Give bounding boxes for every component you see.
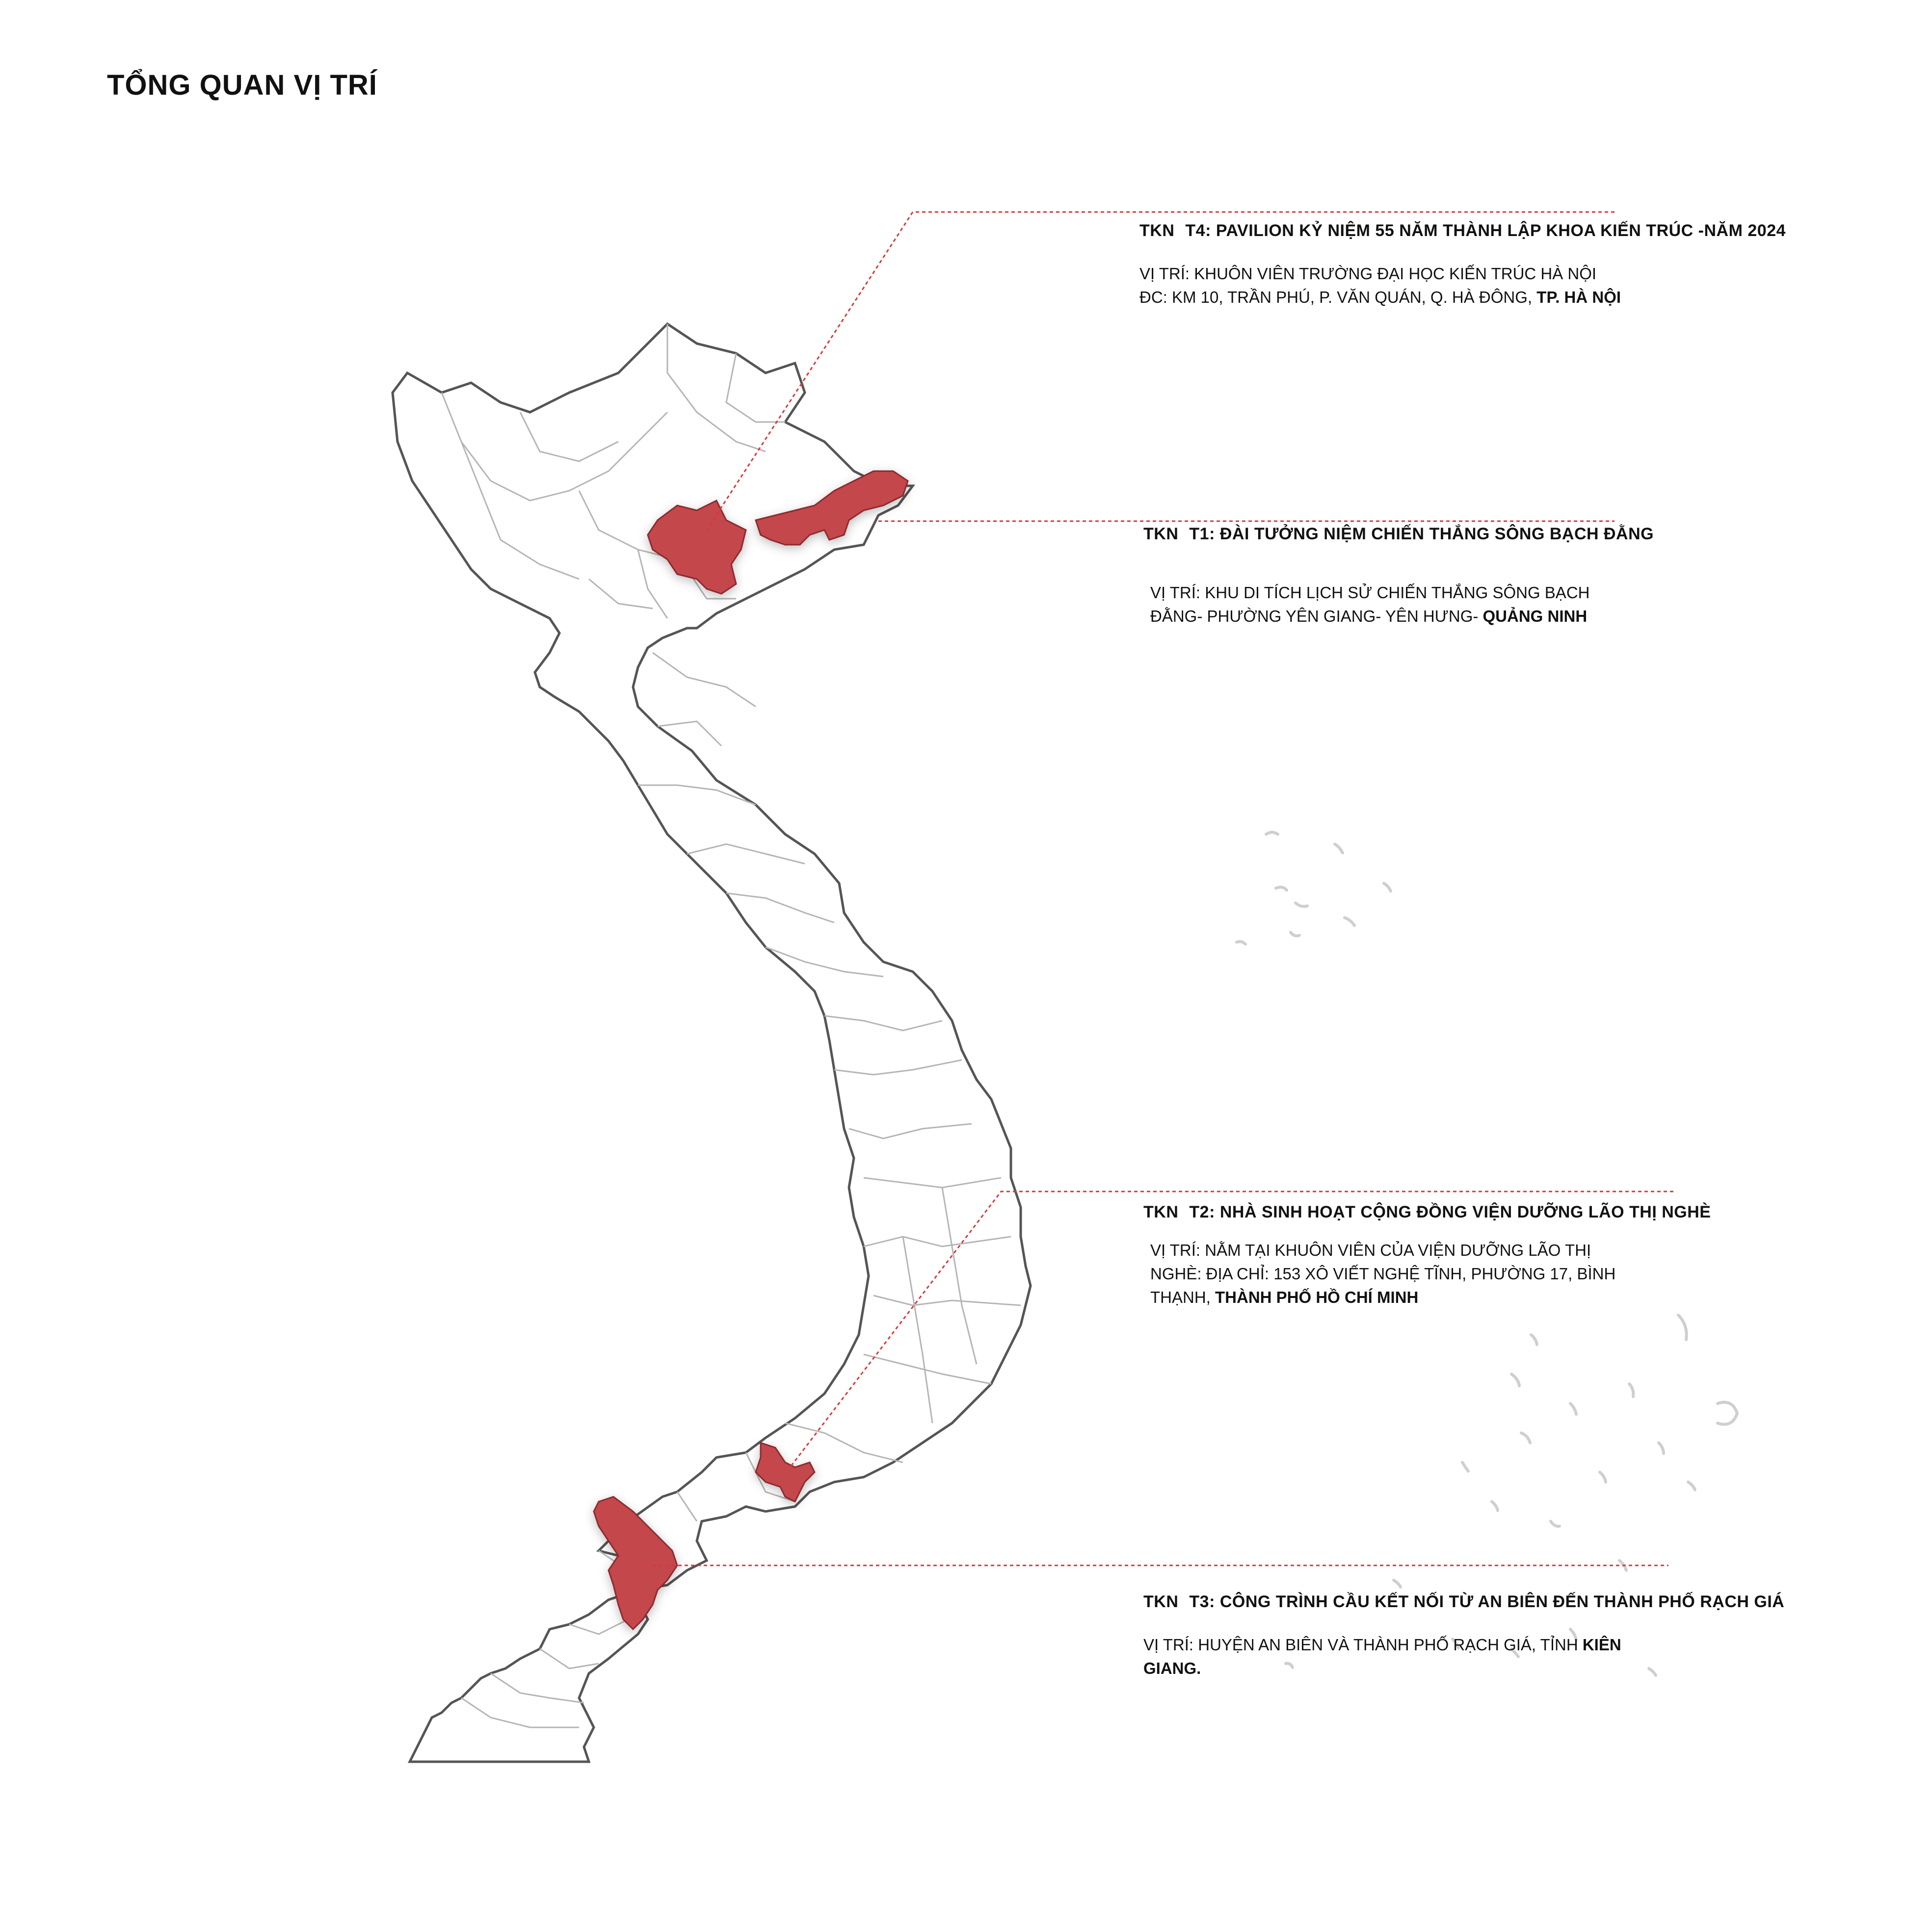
callout-t3-heading [1143, 1590, 1830, 1614]
callout-t1 [1143, 522, 1879, 628]
leader-lines [653, 212, 1673, 1565]
callout-t3-title: T3: CÔNG TRÌNH CẦU KẾT NỐI TỪ AN BIÊN ĐẾN THÀNH PHỐ RẠCH GIÁ [1189, 1592, 1785, 1611]
callout-t4-body [1139, 262, 1876, 309]
callout-t2-code: TKN [1143, 1203, 1179, 1221]
callout-t3-line1-bold: KIÊN [1582, 1636, 1621, 1654]
kien-giang-highlight [594, 1497, 677, 1629]
callout-t1-line2-bold: QUẢNG NINH [1482, 607, 1588, 625]
quang-ninh-highlight [756, 471, 908, 545]
callout-t2 [1143, 1200, 1830, 1309]
callout-t2-line3-bold: THÀNH PHỐ HỒ CHÍ MINH [1215, 1288, 1419, 1306]
callout-t2-body [1143, 1239, 1830, 1309]
callout-t2-line3-text: THẠNH, [1150, 1288, 1215, 1306]
callout-t4-line2 [1139, 286, 1876, 309]
callout-t4 [1139, 219, 1876, 309]
callout-t2-heading [1143, 1200, 1830, 1224]
callout-t4-line1: VỊ TRÍ: KHUÔN VIÊN TRƯỜNG ĐẠI HỌC KIẾN TRÚC HÀ NỘI [1139, 265, 1597, 283]
callout-t1-title: T1: ĐÀI TƯỞNG NIỆM CHIẾN THẮNG SÔNG BẠCH ĐẰNG [1189, 525, 1654, 543]
callout-t2-title: T2: NHÀ SINH HOẠT CỘNG ĐỒNG VIỆN DƯỠNG LÃO THỊ NGHÈ [1189, 1203, 1711, 1221]
callout-t4-code: TKN [1139, 221, 1175, 240]
callout-t3-line1-text: VỊ TRÍ: HUYỆN AN BIÊN VÀ THÀNH PHỐ RẠCH GIÁ, TỈNH [1143, 1636, 1583, 1654]
callout-t3-line2-bold: GIANG. [1143, 1659, 1201, 1677]
callout-t4-title: T4: PAVILION KỶ NIỆM 55 NĂM THÀNH LẬP KHOA KIẾN TRÚC -NĂM 2024 [1185, 221, 1786, 240]
callout-t1-body [1143, 581, 1879, 628]
callout-t1-line1: VỊ TRÍ: KHU DI TÍCH LỊCH SỬ CHIẾN THẮNG SÔNG BẠCH [1150, 583, 1590, 602]
callout-t2-line1: VỊ TRÍ: NẰM TẠI KHUÔN VIÊN CỦA VIỆN DƯỠNG LÃO THỊ [1150, 1241, 1591, 1259]
callout-t4-line2-bold: TP. HÀ NỘI [1536, 288, 1621, 306]
callout-t4-line2-text: ĐC: KM 10, TRẦN PHÚ, P. VĂN QUÁN, Q. HÀ ĐÔNG, [1139, 288, 1537, 306]
hoang-sa-islands [1237, 832, 1391, 944]
callout-t3-line1 [1143, 1633, 1830, 1657]
callout-t1-heading [1143, 522, 1879, 546]
callout-t1-line2 [1150, 605, 1879, 628]
callout-t3-line2 [1143, 1657, 1830, 1680]
callout-t2-line2: NGHÈ: ĐỊA CHỈ: 153 XÔ VIẾT NGHỆ TĨNH, PHƯỜNG 17, BÌNH [1150, 1265, 1616, 1283]
callout-t3-code: TKN [1143, 1592, 1179, 1611]
callout-t3-body [1143, 1633, 1830, 1680]
callout-t1-code: TKN [1143, 525, 1179, 543]
ho-chi-minh-city-highlight [756, 1443, 815, 1502]
callout-t4-heading [1139, 219, 1876, 242]
hanoi-highlight [648, 501, 746, 594]
callout-t3 [1143, 1590, 1830, 1680]
page-title: TỔNG QUAN VỊ TRÍ [107, 69, 377, 101]
callout-t1-line2-text: ĐẰNG- PHƯỜNG YÊN GIANG- YÊN HƯNG- [1150, 607, 1483, 625]
callout-t2-line3 [1150, 1286, 1830, 1309]
